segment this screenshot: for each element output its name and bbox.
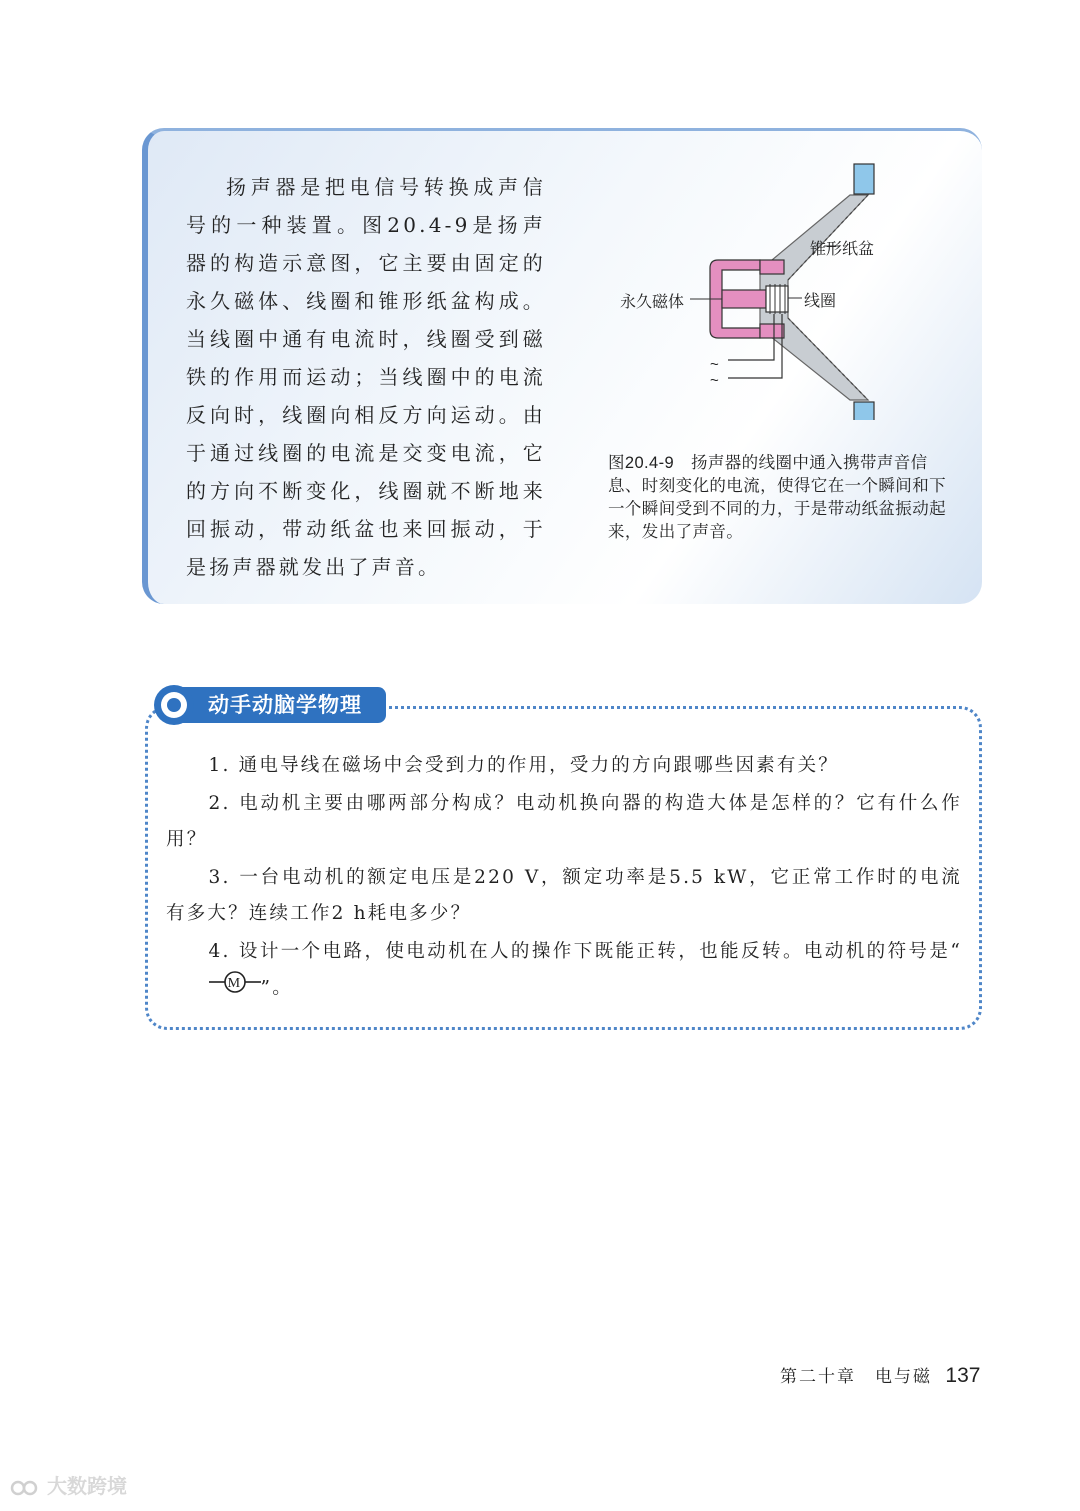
exercise-q2: 2. 电动机主要由哪两部分构成？电动机换向器的构造大体是怎样的？它有什么作用？ [166, 793, 962, 850]
watermark-text: 大数跨境 [46, 1474, 127, 1498]
sidebar-paragraph: 扬声器是把电信号转换成声信号的一种装置。图20.4-9是扬声器的构造示意图，它主要由固定的永久磁体、线圈和锥形纸盆构成。当线圈中通有电流时，线圈受到磁铁的作用而运动；当线圈中的电流反向时，线圈向相反方向运动。由于通过线圈的电流是交变电流，它的方向不断变化，线圈就不断地来回振动，带动纸盆也来回振动，于是扬声器就发出了声音。 [186, 175, 546, 579]
coil-label: 线圈 [804, 293, 837, 310]
sidebar-text-block [186, 168, 546, 586]
exercise-list [166, 748, 962, 1009]
page-number: 137 [945, 1364, 981, 1387]
speaker-diagram [610, 160, 930, 420]
ac-symbol-label: ~ [710, 356, 719, 373]
page-footer [780, 1362, 980, 1388]
top-mount [854, 164, 874, 194]
exercise-q3: 3. 一台电动机的额定电压是220 V，额定功率是5.5 kW，它正常工作时的电流有多大？连续工作2 h耗电多少？ [166, 867, 962, 924]
motor-symbol-icon [166, 970, 261, 1007]
exercise-badge [152, 683, 388, 727]
figure-caption: 图20.4-9 扬声器的线圈中通入携带声音信息、时刻变化的电流，使得它在一个瞬间和下一个瞬间受到不同的力，于是带动纸盆振动起来，发出了声音。 [608, 454, 946, 541]
watermark [10, 1470, 127, 1500]
exercise-q4 [166, 934, 962, 1007]
watermark-logo-icon [10, 1477, 40, 1499]
badge-ring-icon [152, 683, 196, 727]
exercise-title: 动手动脑学物理 [168, 687, 386, 723]
exercise-q4-end: ”。 [260, 977, 293, 999]
exercise-q4-text: 4. 设计一个电路，使电动机在人的操作下既能正转，也能反转。电动机的符号是“ [208, 941, 962, 962]
chapter-title: 第二十章 电与磁 [780, 1367, 932, 1387]
motor-symbol-letter: M [227, 976, 242, 991]
exercise-q1: 1. 通电导线在磁场中会受到力的作用，受力的方向跟哪些因素有关？ [208, 755, 839, 776]
ac-symbol-label-2: ~ [710, 372, 719, 389]
bottom-mount [854, 402, 874, 420]
magnet-label: 永久磁体 [620, 294, 685, 311]
cone-label: 锥形纸盆 [810, 241, 875, 258]
magnet-pole [722, 290, 766, 308]
